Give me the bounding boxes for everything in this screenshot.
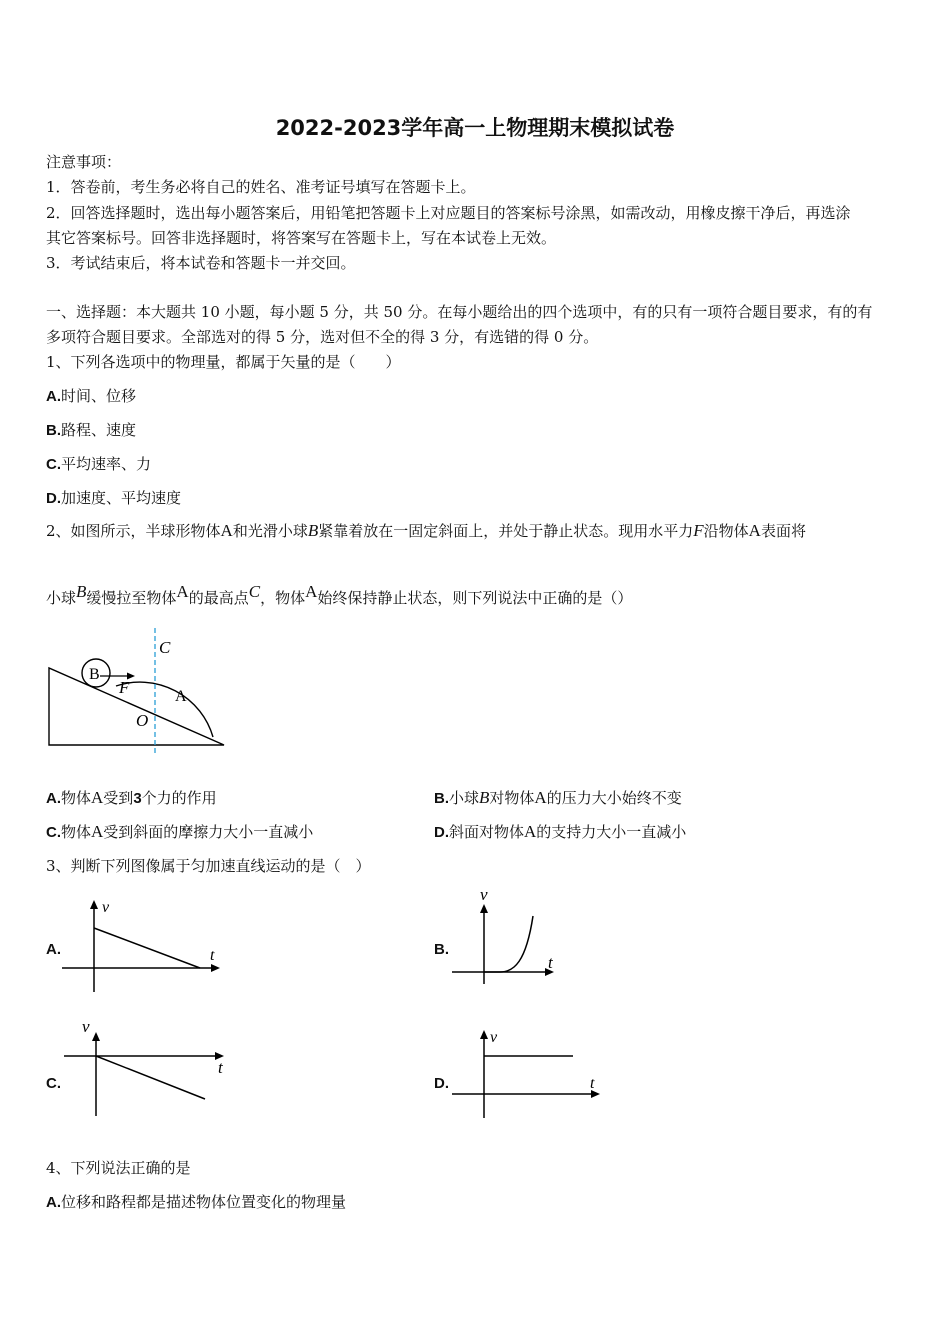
question-1-option-c: C.平均速率、力 <box>46 455 152 473</box>
label-a: A <box>175 688 187 705</box>
question-4-stem: 4、下列说法正确的是 <box>46 1159 191 1177</box>
graph-b-label: B. <box>434 941 449 958</box>
question-2-stem-line-1: 2、如图所示，半球形物体A和光滑小球B紧靠着放在一固定斜面上，并处于静止状态。现用水平力F沿物体A表面将 <box>46 521 806 540</box>
graph-a-v-label: v <box>102 899 110 916</box>
graph-d-label: D. <box>434 1075 449 1092</box>
section-instructions-line-2: 多项符合题目要求。全部选对的得 5 分，选对但不全的得 3 分，有选错的得 0 分。 <box>46 328 599 346</box>
notice-item-3: 3．考试结束后，将本试卷和答题卡一并交回。 <box>46 254 356 272</box>
notice-item-1: 1．答卷前，考生务必将自己的姓名、准考证号填写在答题卡上。 <box>46 178 476 196</box>
graph-b <box>448 884 568 988</box>
question-2-option-b: B.小球B对物体A的压力大小始终不变 <box>434 788 682 807</box>
question-1-option-a: A.时间、位移 <box>46 387 137 405</box>
graph-a-t-label: t <box>210 947 215 964</box>
page-title: 2022-2023学年高一上物理期末模拟试卷 <box>275 116 675 140</box>
notice-heading: 注意事项： <box>46 153 122 171</box>
question-4-option-a: A.位移和路程都是描述物体位置变化的物理量 <box>46 1193 347 1211</box>
graph-a-line <box>94 928 200 968</box>
graph-b-curve <box>484 916 533 972</box>
graph-a-label: A. <box>46 941 61 958</box>
question-2-figure <box>40 626 240 762</box>
graph-c-label: C. <box>46 1075 61 1092</box>
graph-c-line <box>96 1056 205 1099</box>
question-2-option-d: D.斜面对物体A的支持力大小一直减小 <box>434 822 687 841</box>
label-c: C <box>159 638 171 657</box>
label-b: B <box>89 666 100 683</box>
question-2-option-c: C.物体A受到斜面的摩擦力大小一直减小 <box>46 822 314 841</box>
question-2-option-a: A.物体A受到3个力的作用 <box>46 788 217 807</box>
notice-item-2-line-1: 2．回答选择题时，选出每小题答案后，用铅笔把答题卡上对应题目的答案标号涂黑，如需改动，用橡皮擦干净后，再选涂 <box>46 204 851 222</box>
question-1-option-d: D.加速度、平均速度 <box>46 489 182 507</box>
question-1-option-b: B.路程、速度 <box>46 421 137 439</box>
question-3-stem: 3、判断下列图像属于匀加速直线运动的是（ ） <box>46 857 371 875</box>
label-f: F <box>119 678 130 697</box>
question-2-stem-line-2: 小球B缓慢拉至物体A的最高点C，物体A始终保持静止状态，则下列说法中正确的是（） <box>46 582 633 607</box>
graph-d <box>448 1022 608 1122</box>
section-instructions-line-1: 一、选择题：本大题共 10 小题，每小题 5 分，共 50 分。在每小题给出的四个选项中，有的只有一项符合题目要求，有的有 <box>46 303 873 321</box>
graph-c-t-label: t <box>218 1058 223 1077</box>
graph-d-t-label: t <box>590 1075 595 1092</box>
graph-a <box>60 892 230 998</box>
graph-c <box>60 1016 230 1120</box>
notice-item-2-line-2: 其它答案标号。回答非选择题时，将答案写在答题卡上，写在本试卷上无效。 <box>46 229 557 247</box>
graph-b-v-label: v <box>480 885 488 904</box>
incline-triangle <box>49 668 224 745</box>
label-o: O <box>136 711 149 730</box>
graph-c-v-label: v <box>82 1017 90 1036</box>
graph-d-v-label: v <box>490 1029 498 1046</box>
graph-b-t-label: t <box>548 953 553 972</box>
question-1-stem: 1、下列各选项中的物理量，都属于矢量的是（ ） <box>46 353 401 371</box>
hemisphere-arc <box>116 682 213 737</box>
